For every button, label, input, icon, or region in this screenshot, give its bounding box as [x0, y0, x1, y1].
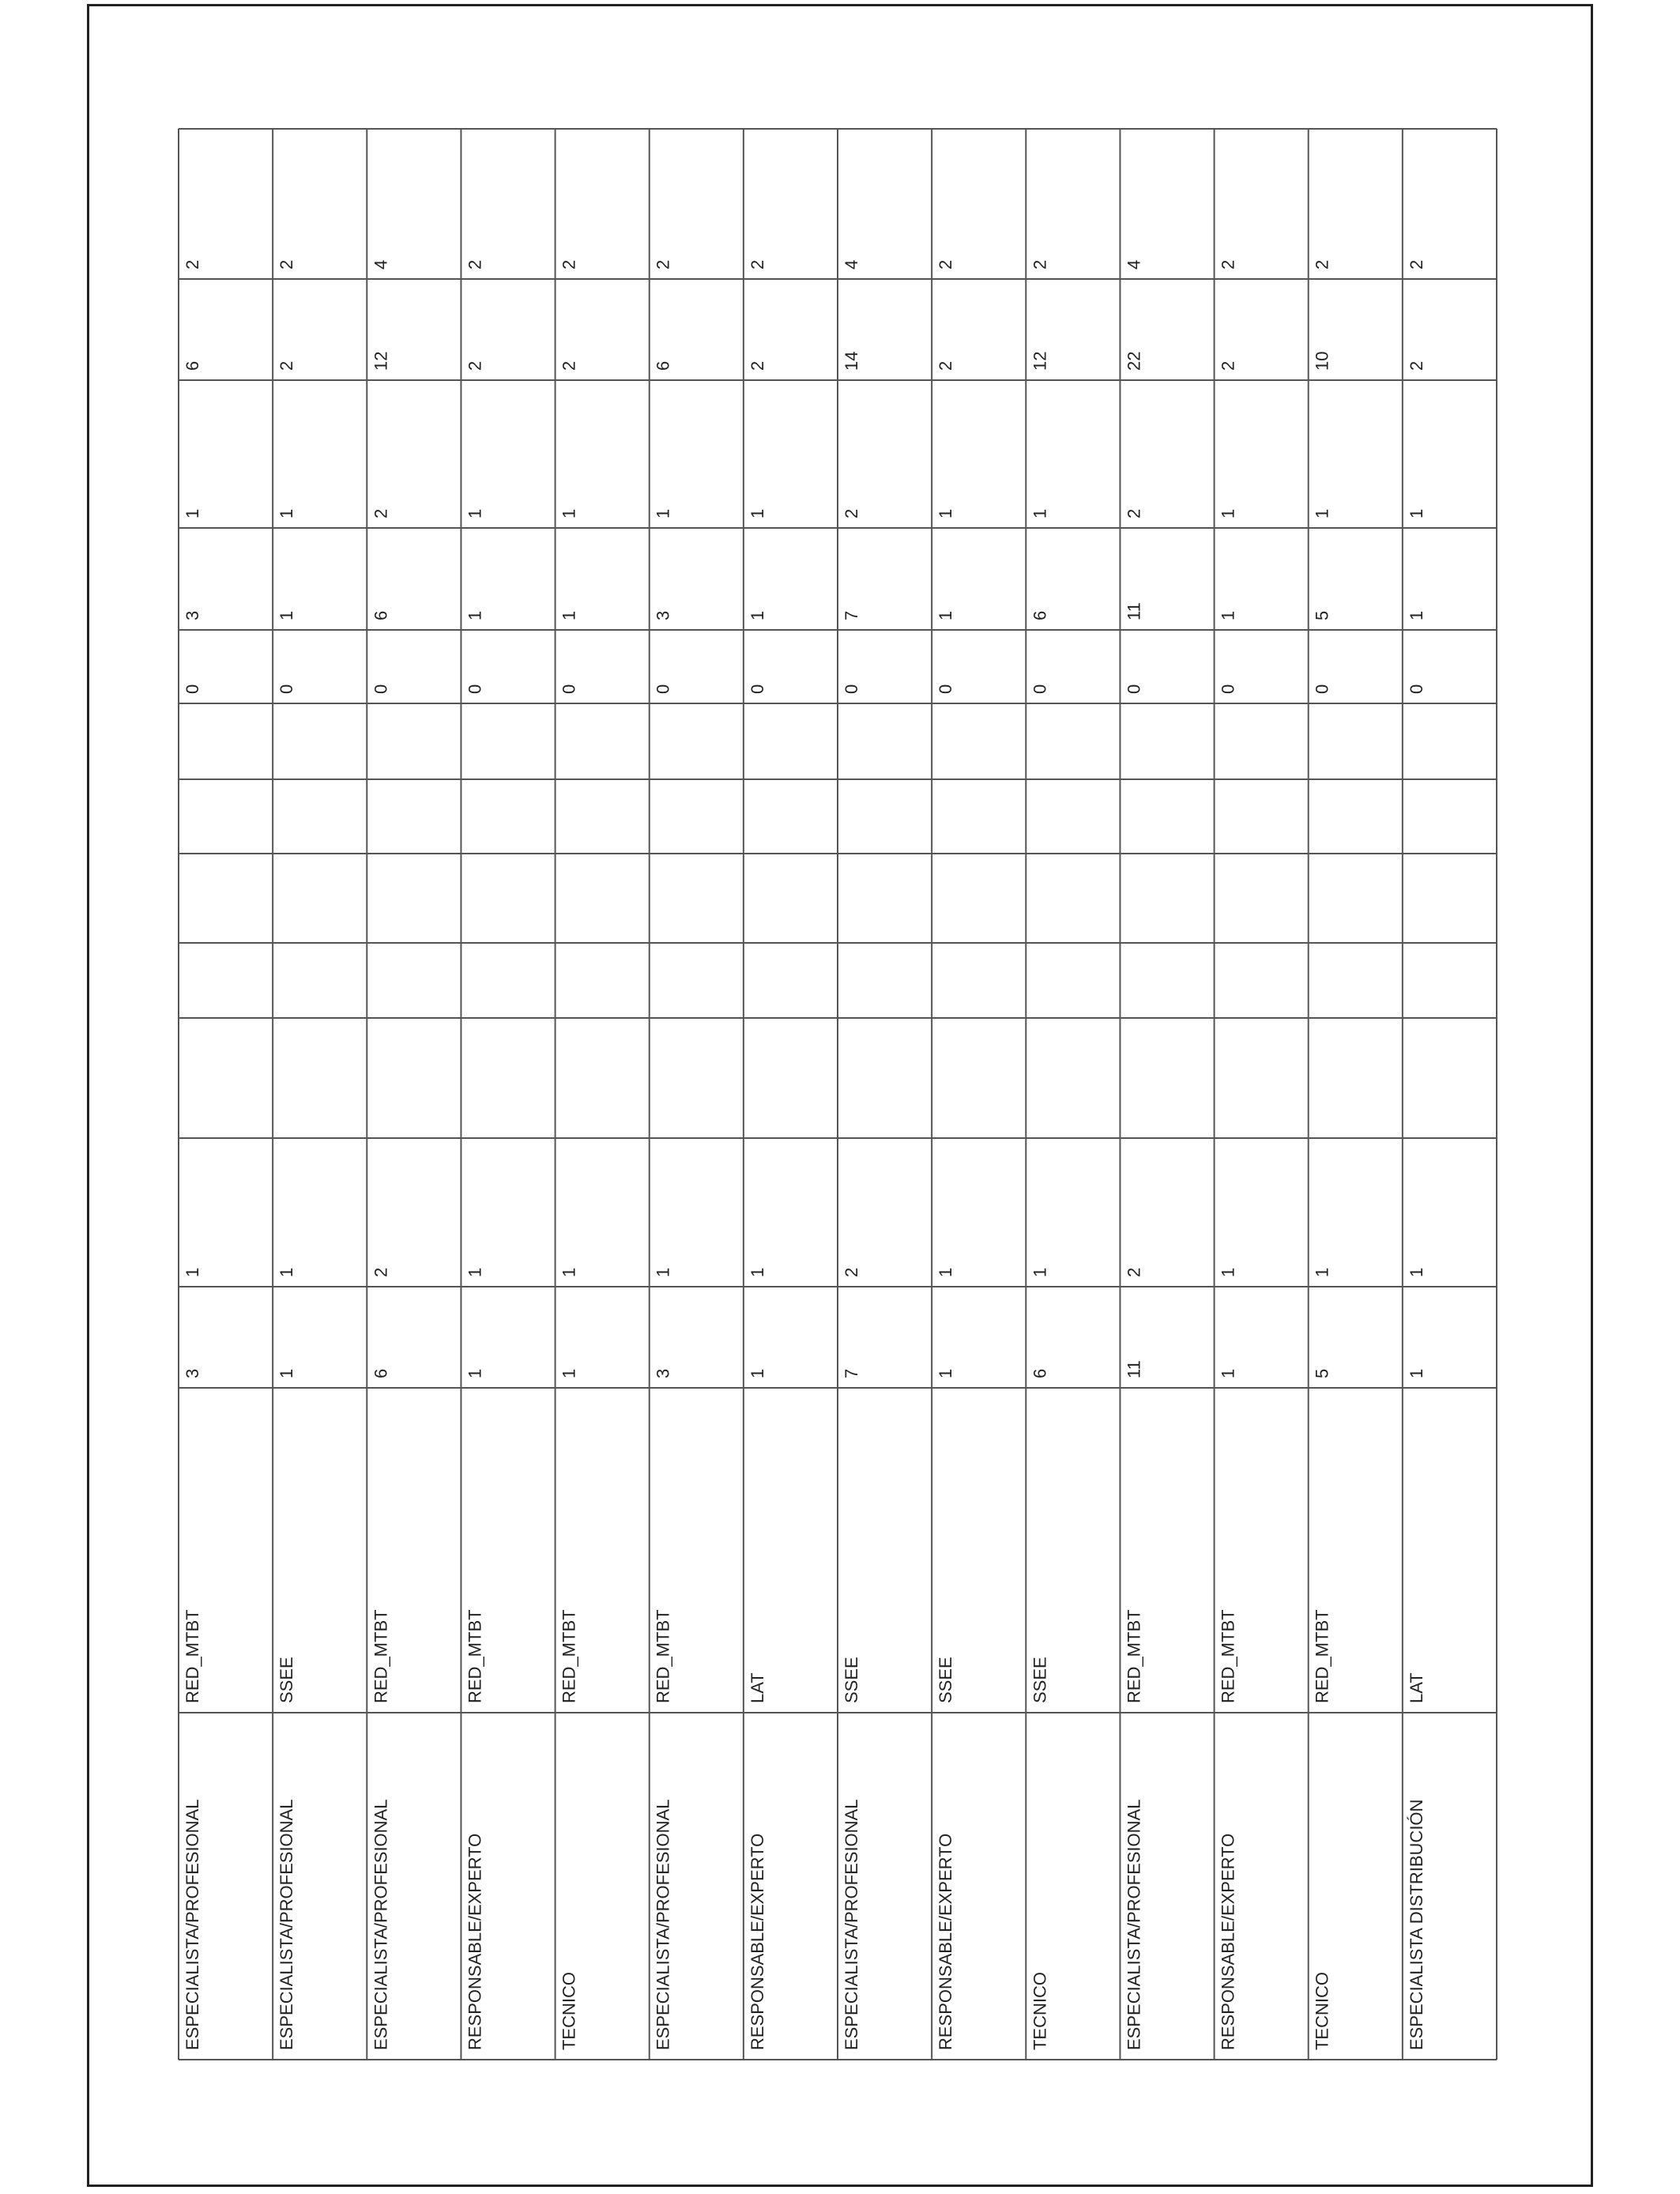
table-cell-2: RED_MTBT — [465, 1609, 485, 1703]
table-cell-13: 14 — [842, 351, 861, 371]
table-cell-11: 1 — [1218, 610, 1238, 620]
table-cell-3: 11 — [1124, 1360, 1144, 1378]
table-cell-12: 1 — [747, 508, 767, 518]
table-cell-2: RED_MTBT — [559, 1609, 579, 1703]
table-cell-10: 0 — [653, 684, 673, 694]
table-cell-14: 2 — [1406, 259, 1426, 270]
table-cell-2: RED_MTBT — [371, 1609, 391, 1703]
table-cell-12: 2 — [842, 508, 861, 518]
table-cell-3: 1 — [747, 1368, 767, 1378]
table-cell-13: 2 — [465, 360, 485, 371]
table-cell-12: 1 — [277, 508, 297, 518]
table-cell-11: 3 — [653, 610, 673, 620]
table-cell-2: SSEE — [842, 1657, 861, 1703]
table-cell-11: 1 — [1406, 610, 1426, 620]
table-cell-1: RESPONSABLE/EXPERTO — [1218, 1833, 1238, 2050]
table-cell-14: 2 — [653, 259, 673, 270]
table-cell-12: 1 — [465, 508, 485, 518]
table-cell-4: 1 — [747, 1267, 767, 1277]
table-cell-14: 2 — [1312, 259, 1332, 270]
table-cell-3: 6 — [371, 1368, 391, 1378]
table-cell-10: 0 — [1312, 684, 1332, 694]
table-cell-13: 22 — [1124, 351, 1144, 371]
table-cell-13: 2 — [277, 360, 297, 371]
table-cell-1: ESPECIALISTA/PROFESIONAL — [183, 1799, 202, 2050]
table-cell-10: 0 — [277, 684, 297, 694]
table-cell-3: 1 — [277, 1368, 297, 1378]
table-cell-14: 2 — [465, 259, 485, 270]
table-cell-11: 1 — [277, 610, 297, 620]
table-cell-2: LAT — [747, 1672, 767, 1703]
table-cell-10: 0 — [747, 684, 767, 694]
table-cell-2: SSEE — [1030, 1657, 1050, 1703]
table-cell-4: 1 — [1312, 1267, 1332, 1277]
table-cell-4: 2 — [1124, 1267, 1144, 1277]
table-cell-13: 2 — [1218, 360, 1238, 371]
table-cell-13: 10 — [1312, 351, 1332, 371]
table-cell-11: 1 — [559, 610, 579, 620]
table-cell-14: 4 — [371, 259, 391, 270]
table-cell-10: 0 — [371, 684, 391, 694]
table-cell-4: 2 — [842, 1267, 861, 1277]
table-cell-1: RESPONSABLE/EXPERTO — [465, 1833, 485, 2050]
table-cell-13: 12 — [1030, 351, 1050, 371]
table-cell-2: RED_MTBT — [1218, 1609, 1238, 1703]
table-cell-12: 2 — [371, 508, 391, 518]
table-cell-11: 1 — [747, 610, 767, 620]
table-cell-1: ESPECIALISTA DISTRIBUCIÓN — [1406, 1799, 1426, 2050]
table-cell-12: 1 — [936, 508, 956, 518]
table-cell-3: 1 — [936, 1368, 956, 1378]
table-cell-1: ESPECIALISTA/PROFESIONAL — [653, 1799, 673, 2050]
table-cell-12: 1 — [559, 508, 579, 518]
table-cell-11: 5 — [1312, 610, 1332, 620]
table-cell-10: 0 — [1406, 684, 1426, 694]
table-cell-1: RESPONSABLE/EXPERTO — [936, 1833, 956, 2050]
table-cell-3: 1 — [1218, 1368, 1238, 1378]
table-cell-14: 2 — [1030, 259, 1050, 270]
table-cell-14: 2 — [277, 259, 297, 270]
table-cell-2: RED_MTBT — [1124, 1609, 1144, 1703]
table-cell-2: SSEE — [936, 1657, 956, 1703]
table-cell-2: SSEE — [277, 1657, 297, 1703]
table-cell-1: ESPECIALISTA/PROFESIONAL — [371, 1799, 391, 2050]
table-cell-13: 6 — [183, 360, 202, 371]
table-cell-14: 2 — [559, 259, 579, 270]
table-cell-1: ESPECIALISTA/PROFESIONAL — [1124, 1799, 1144, 2050]
table-cell-10: 0 — [1218, 684, 1238, 694]
table-cell-13: 2 — [559, 360, 579, 371]
table-cell-4: 1 — [1406, 1267, 1426, 1277]
table-cell-11: 6 — [371, 610, 391, 620]
table-cell-12: 1 — [1406, 508, 1426, 518]
table-cell-11: 7 — [842, 610, 861, 620]
table-cell-4: 1 — [653, 1267, 673, 1277]
table-cell-4: 2 — [371, 1267, 391, 1277]
table-cell-13: 2 — [936, 360, 956, 371]
table-cell-1: ESPECIALISTA/PROFESIONAL — [277, 1799, 297, 2050]
table-cell-10: 0 — [183, 684, 202, 694]
table-cell-10: 0 — [842, 684, 861, 694]
table-cell-14: 2 — [936, 259, 956, 270]
table-cell-4: 1 — [936, 1267, 956, 1277]
table-cell-2: RED_MTBT — [183, 1609, 202, 1703]
table-cell-2: RED_MTBT — [1312, 1609, 1332, 1703]
table-cell-12: 1 — [1030, 508, 1050, 518]
table-cell-1: ESPECIALISTA/PROFESIONAL — [842, 1799, 861, 2050]
table-cell-12: 1 — [1218, 508, 1238, 518]
table-cell-10: 0 — [465, 684, 485, 694]
table-cell-4: 1 — [559, 1267, 579, 1277]
table-cell-3: 7 — [842, 1368, 861, 1378]
table-cell-14: 2 — [747, 259, 767, 270]
table-cell-3: 1 — [465, 1368, 485, 1378]
table-cell-14: 4 — [842, 259, 861, 270]
table-cell-10: 0 — [1030, 684, 1050, 694]
table-cell-12: 1 — [1312, 508, 1332, 518]
table-cell-13: 12 — [371, 351, 391, 371]
table-cell-1: TECNICO — [1312, 1972, 1332, 2050]
table-cell-13: 2 — [747, 360, 767, 371]
table-cell-11: 3 — [183, 610, 202, 620]
table-cell-12: 1 — [653, 508, 673, 518]
table-cell-3: 3 — [653, 1368, 673, 1378]
table-cell-3: 1 — [559, 1368, 579, 1378]
table-cell-1: TECNICO — [559, 1972, 579, 2050]
table-cell-4: 1 — [1030, 1267, 1050, 1277]
table-cell-1: TECNICO — [1030, 1972, 1050, 2050]
table-cell-12: 2 — [1124, 508, 1144, 518]
table-cell-2: LAT — [1406, 1672, 1426, 1703]
table-cell-14: 2 — [1218, 259, 1238, 270]
table-cell-3: 6 — [1030, 1368, 1050, 1378]
table-cell-3: 1 — [1406, 1368, 1426, 1378]
table-cell-4: 1 — [277, 1267, 297, 1277]
table-cell-14: 4 — [1124, 259, 1144, 270]
table-cell-4: 1 — [183, 1267, 202, 1277]
table-cell-11: 6 — [1030, 610, 1050, 620]
table-cell-10: 0 — [936, 684, 956, 694]
table-cell-3: 5 — [1312, 1368, 1332, 1378]
table-cell-1: RESPONSABLE/EXPERTO — [747, 1833, 767, 2050]
table-cell-3: 3 — [183, 1368, 202, 1378]
table-cell-14: 2 — [183, 259, 202, 270]
table-cell-13: 2 — [1406, 360, 1426, 371]
table-cell-2: RED_MTBT — [653, 1609, 673, 1703]
table-cell-12: 1 — [183, 508, 202, 518]
table-cell-10: 0 — [559, 684, 579, 694]
table-cell-11: 1 — [465, 610, 485, 620]
table-cell-11: 1 — [936, 610, 956, 620]
table-cell-10: 0 — [1124, 684, 1144, 694]
table-cell-11: 11 — [1124, 602, 1144, 620]
table-cell-13: 6 — [653, 360, 673, 371]
table-cell-4: 1 — [1218, 1267, 1238, 1277]
table-cell-4: 1 — [465, 1267, 485, 1277]
